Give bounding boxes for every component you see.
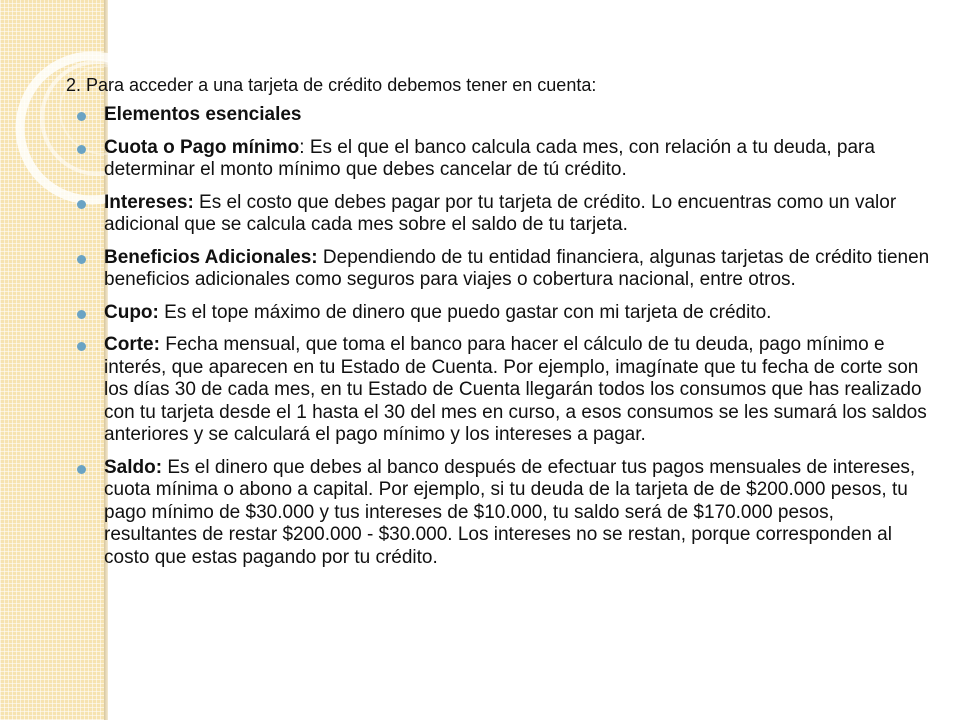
list-item (66, 457, 932, 570)
intro-text: 2. Para acceder a una tarjeta de crédito debemos tener en cuenta: (66, 75, 597, 95)
item-term: Corte: (104, 334, 160, 355)
item-term: Intereses: (104, 191, 194, 213)
item-term: Cuota o Pago mínimo (104, 136, 300, 158)
item-text: Es el costo que debes pagar por tu tarjeta de crédito. Lo encuentras como un valor adicional que se calcula cada mes sobre el saldo de tu tarjeta. (104, 191, 897, 235)
list-item (66, 302, 932, 325)
list-item (66, 137, 932, 182)
bullet-icon (77, 465, 86, 474)
bullet-icon (77, 145, 86, 154)
list-item (66, 247, 932, 292)
item-term: Beneficios Adicionales: (104, 246, 318, 268)
bullet-icon (77, 310, 86, 319)
slide-content (66, 74, 932, 579)
item-term: Cupo: (104, 301, 159, 323)
item-term: Saldo: (104, 456, 163, 478)
item-term: Elementos esenciales (104, 104, 302, 125)
list-item (66, 334, 932, 447)
item-text: Es el dinero que debes al banco después de efectuar tus pagos mensuales de intereses, cuota mínima o abono a capital. Por ejemplo, si tu deuda de la tarjeta de de $200.000 pesos, tu pago mínimo de $30.000 y tus intereses de $10.000, tu saldo será de $170.000 pesos, resultantes de restar $200.000 - $30.000. Los intereses no se restan, porque corresponden al costo que estas pagando por tu crédito. (104, 456, 916, 568)
list-item (66, 104, 932, 127)
bullet-icon (77, 200, 86, 209)
bullet-list (66, 104, 932, 569)
item-text: Es el tope máximo de dinero que puedo gastar con mi tarjeta de crédito. (158, 301, 772, 323)
bullet-icon (77, 342, 86, 351)
item-text: Dependiendo de tu entidad financiera, algunas tarjetas de crédito tienen beneficios adicionales como seguros para viajes o cobertura nacional, entre otros. (104, 246, 930, 290)
bullet-icon (77, 112, 86, 121)
bullet-icon (77, 255, 86, 264)
item-text: : Es el que el banco calcula cada mes, con relación a tu deuda, para determinar el monto mínimo que debes cancelar de tú crédito. (104, 136, 875, 180)
list-item (66, 192, 932, 237)
item-text: Fecha mensual, que toma el banco para hacer el cálculo de tu deuda, pago mínimo e interés, que aparecen en tu Estado de Cuenta. Por ejemplo, imagínate que tu fecha de corte son los días 30 de cada mes, en tu Estado de Cuenta llegarán todos los consumos que has realizado con tu tarjeta desde el 1 hasta el 30 del mes en curso, a esos consumos se les sumará los saldos anteriores y se calculará el pago mínimo y los intereses a pagar. (104, 334, 927, 445)
